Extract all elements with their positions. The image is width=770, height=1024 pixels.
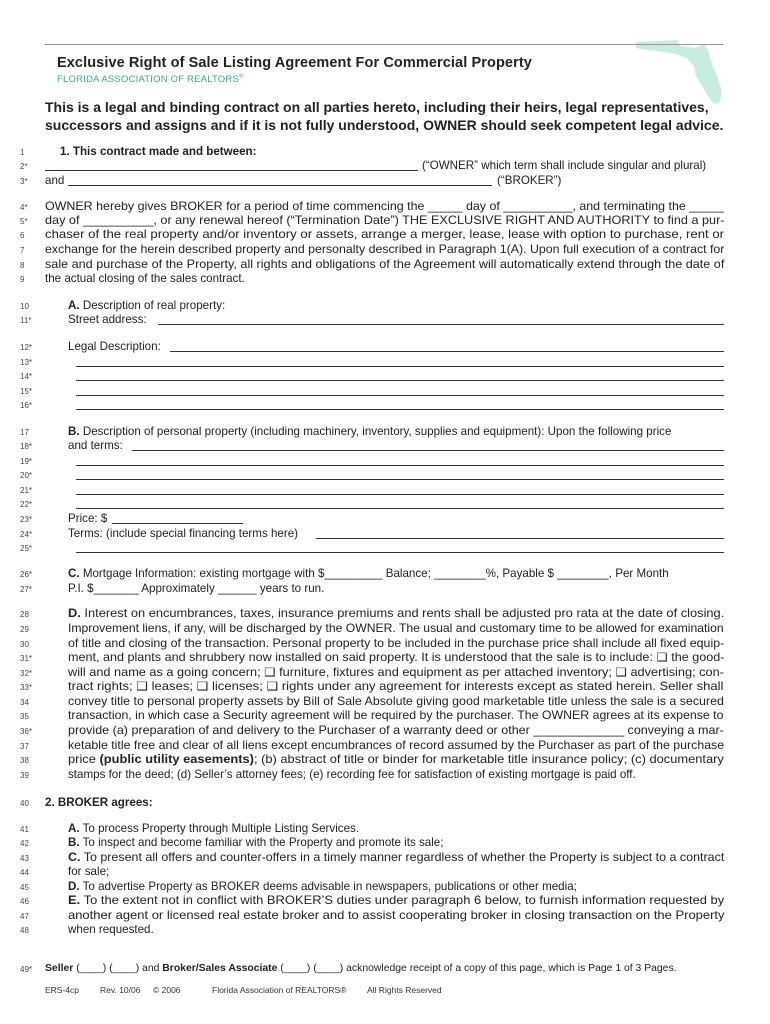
legal-notice (45, 98, 735, 134)
line-number: 41 (20, 825, 29, 834)
form-line-text: A. To process Property through Multiple Listing Services. (68, 822, 360, 835)
line-number: 23* (20, 515, 33, 524)
form-line-text: Legal Description: (68, 340, 161, 353)
form-line-text: B. To inspect and become familiar with the Property and promote its sale; (68, 836, 444, 849)
form-line-text: exchange for the herein described property and personalty described in Paragraph 1(A). Upon full execution of a contract for (45, 243, 725, 256)
line-number: 28 (20, 610, 29, 619)
line-number: 11* (20, 316, 32, 325)
legal-notice-line-2: successors and assigns and if it is not fully understood, OWNER should seek competent legal advice. (45, 117, 724, 133)
form-line-text: D. Interest on encumbrances, taxes, insurance premiums and rents shall be adjusted pro rata at the date of closing. (68, 607, 725, 620)
form-revision: Rev. 10/06 (100, 985, 141, 995)
form-line-text: 2. BROKER agrees: (45, 796, 153, 809)
line-number: 18* (20, 442, 33, 451)
line-number: 29 (20, 625, 29, 634)
form-line-text: Seller (____) (____) and Broker/Sales Associate (____) (____) acknowledge receipt of a copy of this page, which is Page 1 of 3 Pages. (45, 963, 677, 974)
line-number: 5* (20, 217, 28, 226)
line-number: 43 (20, 854, 29, 863)
line-number: 30 (20, 640, 29, 649)
form-id: ERS-4cp (45, 985, 80, 995)
fill-in-blank[interactable] (68, 185, 492, 186)
form-rights: All Rights Reserved (367, 985, 442, 995)
fill-in-blank[interactable] (158, 324, 724, 325)
form-line-text: transaction, in which case a Security agreement will be required by the purchaser. The OWNER agrees at its expense to (68, 709, 724, 722)
form-line-text: Terms: (include special financing terms here) (68, 527, 299, 540)
line-number: 42 (20, 839, 29, 848)
line-number: 27* (20, 585, 33, 594)
form-line-text: B. Description of personal property (including machinery, inventory, supplies and equipment): Upon the following price (68, 425, 672, 438)
line-number: 22* (20, 500, 33, 509)
fill-in-blank[interactable] (170, 351, 724, 352)
line-number: 39 (20, 771, 29, 780)
line-number: 48 (20, 926, 29, 935)
form-line-text: C. To present all offers and counter-offers in a timely manner regardless of whether the Property is subject to a contract (68, 851, 725, 864)
line-number: 38 (20, 756, 29, 765)
form-line-text: when requested. (68, 923, 154, 936)
line-number: 44 (20, 868, 29, 877)
form-line-text: P.I. $_______ Approximately ______ years to run. (68, 582, 325, 595)
form-line-text: ketable title free and clear of all liens except encumbrances of record assumed by the Purchaser as part of the purchase (68, 739, 725, 752)
form-line-text: another agent or licensed real estate broker and to assist cooperating broker in closing transaction on the Property (68, 909, 725, 922)
line-number: 15* (20, 387, 33, 396)
form-line-text: 1. This contract made and between: (60, 145, 257, 158)
line-number: 12* (20, 343, 33, 352)
florida-map-logo (634, 36, 724, 106)
form-line-text: (“OWNER” which term shall include singular and plural) (422, 159, 707, 172)
fill-in-blank[interactable] (76, 552, 724, 553)
line-number: 16* (20, 401, 33, 410)
line-number: 3* (20, 177, 28, 186)
line-number: 21* (20, 486, 33, 495)
fill-in-blank[interactable] (76, 409, 724, 410)
line-number: 7 (20, 246, 25, 255)
line-number: 8 (20, 261, 25, 270)
form-line-text: provide (a) preparation of and delivery to the Purchaser of a warranty deed or other _____________ conveying a mar- (68, 724, 724, 737)
fill-in-blank[interactable] (45, 170, 418, 171)
line-number: 35 (20, 712, 29, 721)
form-line-text: and (45, 174, 65, 187)
line-number: 9 (20, 275, 25, 284)
form-line-text: Price: $ (68, 512, 108, 525)
form-line-text: E. To the extent not in conflict with BROKER’S duties under paragraph 6 below, to furnish information requested by (68, 894, 725, 907)
line-number: 6 (20, 231, 25, 240)
fill-in-blank[interactable] (76, 380, 724, 381)
line-number: 49* (20, 965, 33, 974)
form-line-text: A. Description of real property: (68, 299, 226, 312)
form-line-text: (“BROKER”) (497, 174, 562, 187)
line-number: 25* (20, 544, 33, 553)
line-number: 46 (20, 897, 29, 906)
form-line-text: Street address: (68, 313, 147, 326)
form-copyright: © 2006 (153, 985, 181, 995)
form-line-text: chaser of the real property and/or inventory or assets, arrange a merger, lease, lease with option to purchase, rent or (45, 228, 725, 241)
line-number: 32* (20, 669, 33, 678)
fill-in-blank[interactable] (76, 494, 724, 495)
line-number: 34 (20, 698, 29, 707)
line-number: 26* (20, 570, 33, 579)
line-number: 10 (20, 302, 29, 311)
line-number: 2* (20, 162, 28, 171)
header-rule (44, 44, 724, 45)
fill-in-blank[interactable] (76, 465, 724, 466)
organization-name: FLORIDA ASSOCIATION OF REALTORS® (57, 74, 244, 86)
line-number: 19* (20, 457, 33, 466)
fill-in-blank[interactable] (76, 395, 724, 396)
form-line-text: ment, and plants and shrubbery now installed on said property. It is understood that the sale is to include: ❑ the good- (68, 651, 725, 664)
line-number: 4* (20, 203, 28, 212)
line-number: 47 (20, 912, 29, 921)
line-number: 1 (20, 148, 25, 157)
form-line-text: convey title to personal property assets by Bill of Sale Absolute giving good marketable title unless the sale is a secured (68, 695, 724, 708)
fill-in-blank[interactable] (112, 523, 243, 524)
fill-in-blank[interactable] (76, 366, 724, 367)
fill-in-blank[interactable] (76, 508, 724, 509)
form-line-text: price (public utility easements); (b) abstract of title or binder for marketable title insurance policy; (c) documentary (68, 753, 724, 766)
line-number: 24* (20, 530, 33, 539)
fill-in-blank[interactable] (316, 538, 724, 539)
form-line-text: Improvement liens, if any, will be discharged by the OWNER. The usual and customary time to be allowed for examination (68, 622, 724, 635)
legal-notice-line-1: This is a legal and binding contract on all parties hereto, including their heirs, legal representatives, (45, 99, 709, 115)
fill-in-blank[interactable] (132, 450, 724, 451)
form-association: Florida Association of REALTORS® (212, 985, 347, 995)
form-line-text: the actual closing of the sales contract. (45, 272, 245, 285)
form-title: Exclusive Right of Sale Listing Agreement For Commercial Property (57, 55, 532, 71)
line-number: 20* (20, 471, 33, 480)
form-line-text: C. Mortgage Information: existing mortgage with $_________ Balance; ________%, Payable $ ________, Per Month (68, 567, 669, 580)
form-line-text: OWNER hereby gives BROKER for a period of time commencing the _____ day of __________, and terminating the _____ (45, 200, 724, 213)
form-line-text: day of __________, or any renewal hereof (“Termination Date”) THE EXCLUSIVE RIGHT AND AUTHORITY to find a pur- (45, 214, 725, 227)
form-line-text: D. To advertise Property as BROKER deems advisable in newspapers, publications or other media; (68, 880, 577, 893)
form-line-text: and terms: (68, 439, 123, 452)
line-number: 17 (20, 428, 29, 437)
line-number: 45 (20, 883, 29, 892)
form-line-text: of title and closing of the transaction. Personal property to be included in the purchase price shall include all fixed equip- (68, 637, 725, 650)
line-number: 37 (20, 742, 29, 751)
line-number: 40 (20, 799, 29, 808)
line-number: 31* (20, 654, 33, 663)
form-line-text: stamps for the deed; (d) Seller’s attorney fees; (e) recording fee for satisfaction of existing mortgage is paid off. (68, 768, 636, 781)
line-number: 36* (20, 727, 33, 736)
form-line-text: sale and purchase of the Property, all rights and obligations of the Agreement will automatically extend through the date of (45, 258, 725, 271)
line-number: 14* (20, 372, 33, 381)
form-line-text: for sale; (68, 865, 110, 878)
form-line-text: tract rights; ❑ leases; ❑ licenses; ❑ rights under any agreement for interests except as stated herein. Seller shall (68, 680, 724, 693)
line-number: 33* (20, 683, 33, 692)
fill-in-blank[interactable] (76, 479, 724, 480)
form-line-text: will and name as a going concern; ❑ furniture, fixtures and equipment as per attached inventory; ❑ advertising; con- (68, 666, 724, 679)
line-number: 13* (20, 358, 33, 367)
